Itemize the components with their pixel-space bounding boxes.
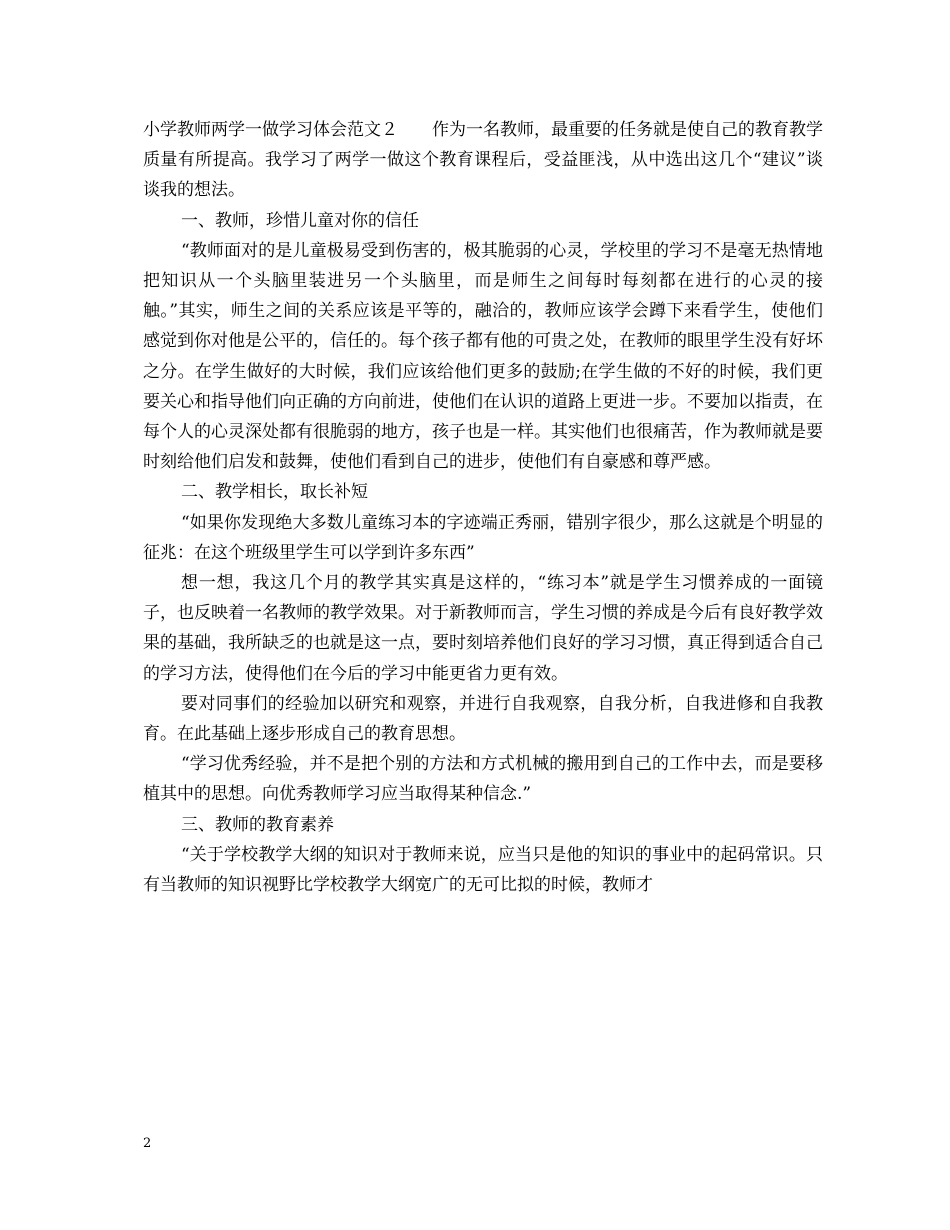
paragraph-4: 要对同事们的经验加以研究和观察，并进行自我观察，自我分析，自我进修和自我教育。在此基础上逐步形成自己的教育思想。 — [143, 693, 823, 745]
paragraph-3: 想一想，我这几个月的教学其实真是这样的，“练习本”就是学生习惯养成的一面镜子，也反映着一名教师的教学效果。对于新教师而言，学生习惯的养成是今后有良好教学效果的基础，我所缺乏的也就是这一点，要时刻培养他们良好的学习习惯，真正得到适合自己的学习方法，使得他们在今后的学习中能更省力更有效。 — [143, 573, 823, 684]
section-heading-3: 三、教师的教育素养 — [181, 814, 334, 835]
paragraph-5: “学习优秀经验，并不是把个别的方法和方式机械的搬用到自己的工作中去，而是要移植其中的思想。向优秀教师学习应当取得某种信念.” — [143, 754, 823, 805]
section-heading-2: 二、教学相长，取长补短 — [181, 482, 368, 503]
document-body — [143, 115, 823, 900]
paragraph-2: “如果你发现绝大多数儿童练习本的字迹端正秀丽，错别字很少，那么这就是个明显的征兆：在这个班级里学生可以学到许多东西” — [143, 512, 823, 563]
page-number: 2 — [143, 1136, 152, 1151]
paragraph-intro: 小学教师两学一做学习体会范文２ 作为一名教师，最重要的任务就是使自己的教育教学质量有所提高。我学习了两学一做这个教育课程后，受益匪浅，从中选出这几个“建议”谈谈我的想法。 — [143, 120, 823, 201]
paragraph-6: “关于学校教学大纲的知识对于教师来说，应当只是他的知识的事业中的起码常识。只有当教师的知识视野比学校教学大纲宽广的无可比拟的时候，教师才 — [143, 844, 823, 896]
paragraph-1: “教师面对的是儿童极易受到伤害的，极其脆弱的心灵，学校里的学习不是毫无热情地把知识从一个头脑里装进另一个头脑里，而是师生之间每时每刻都在进行的心灵的接触。”其实，师生之间的关系应该是平等的，融洽的，教师应该学会蹲下来看学生，使他们感觉到你对他是公平的，信任的。每个孩子都有他的可贵之处，在教师的眼里学生没有好坏之分。在学生做好的大时候，我们应该给他们更多的鼓励;在学生做的不好的时候，我们更要关心和指导他们向正确的方向前进，使他们在认识的道路上更进一步。不要加以指责，在每个人的心灵深处都有很脆弱的地方，孩子也是一样。其实他们也很痛苦，作为教师就是要时刻给他们启发和鼓舞，使他们看到自己的进步，使他们有自豪感和尊严感。 — [143, 240, 823, 473]
section-heading-1: 一、教师，珍惜儿童对你的信任 — [181, 210, 419, 231]
